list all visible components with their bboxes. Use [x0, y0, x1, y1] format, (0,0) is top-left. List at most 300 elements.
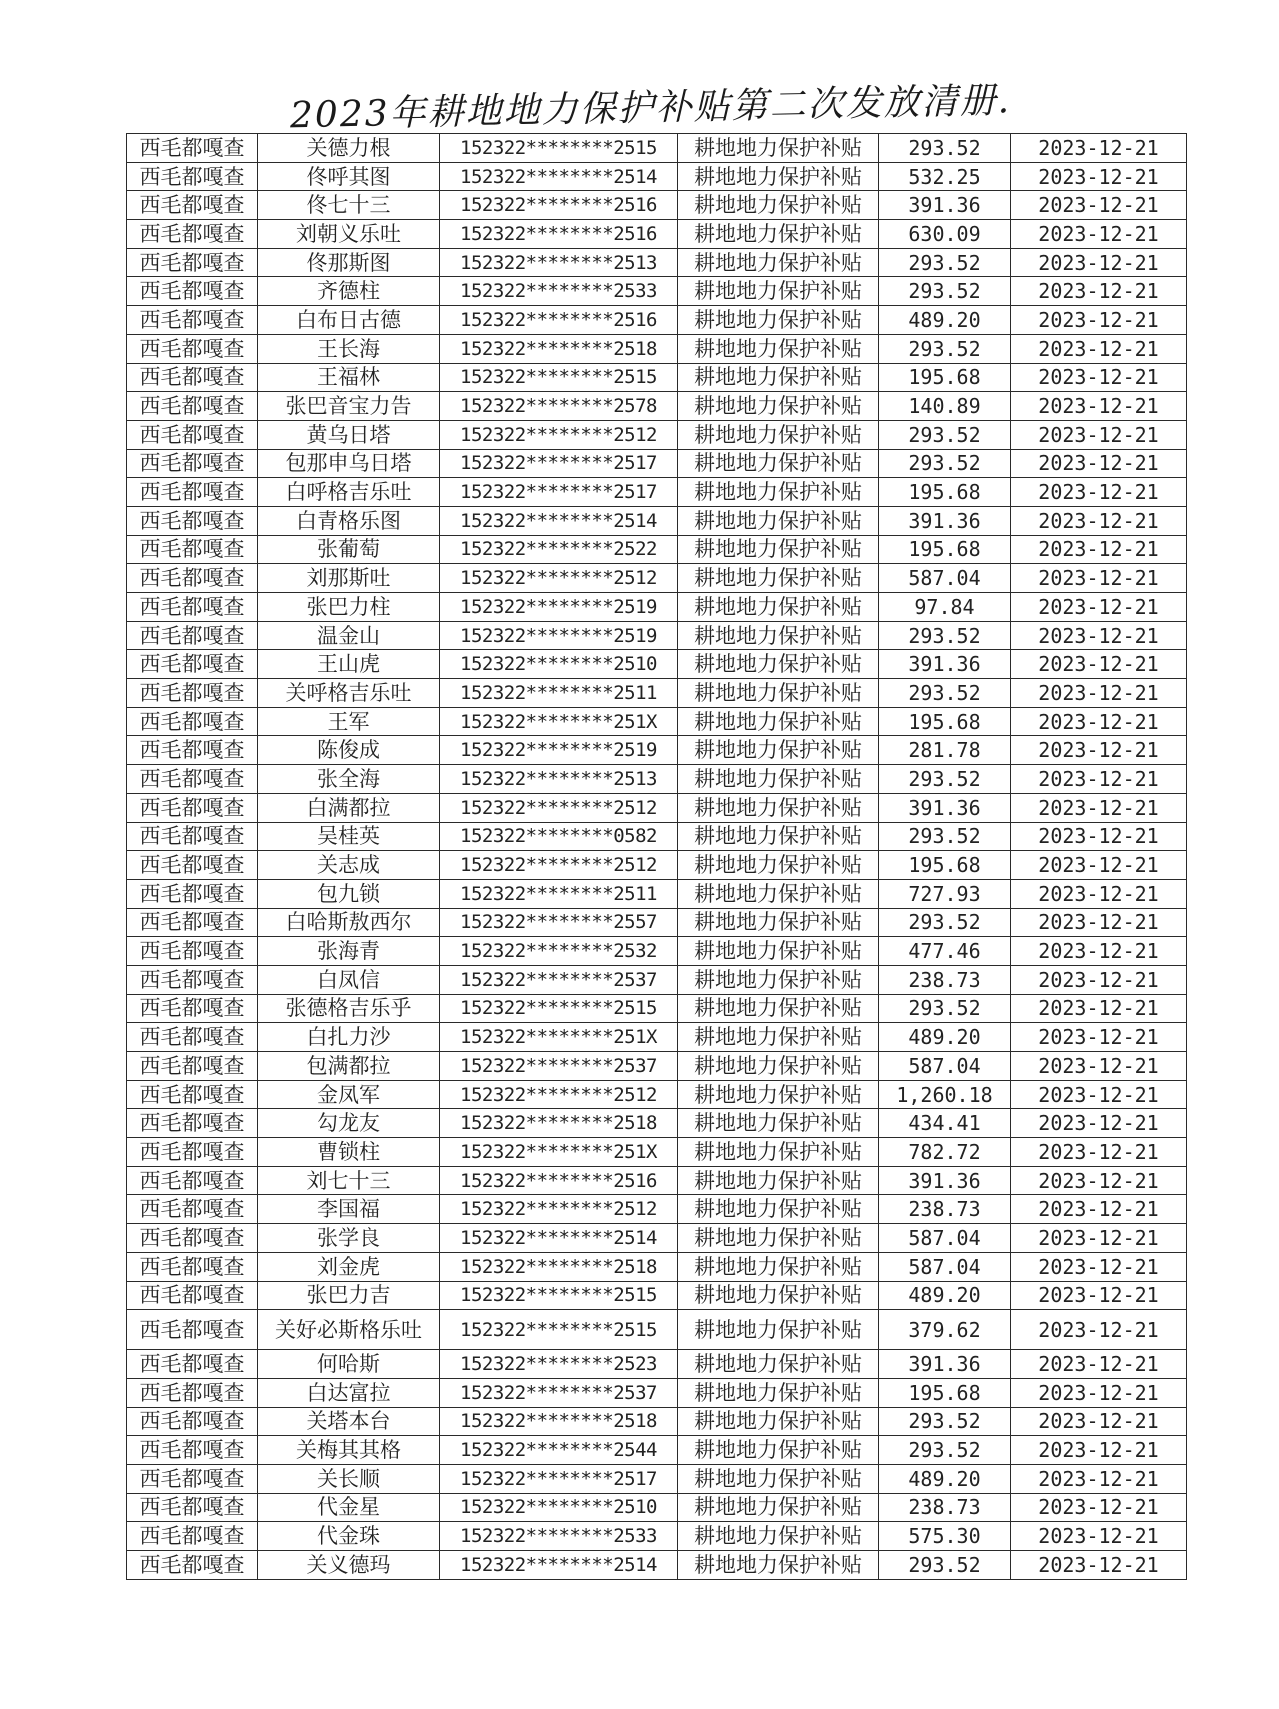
table-row	[127, 420, 1187, 449]
amount-cell: 489.20	[879, 1281, 1011, 1310]
date-cell: 2023-12-21	[1011, 191, 1187, 220]
village-cell: 西毛都嘎查	[127, 1109, 258, 1138]
id-number-cell: 152322********2512	[440, 420, 678, 449]
village-cell: 西毛都嘎查	[127, 449, 258, 478]
name-cell: 关呼格吉乐吐	[258, 679, 440, 708]
date-cell: 2023-12-21	[1011, 1224, 1187, 1253]
amount-cell: 140.89	[879, 392, 1011, 421]
village-cell: 西毛都嘎查	[127, 334, 258, 363]
table-row	[127, 1224, 1187, 1253]
date-cell: 2023-12-21	[1011, 535, 1187, 564]
amount-cell: 391.36	[879, 191, 1011, 220]
subsidy-item-cell: 耕地地力保护补贴	[678, 793, 879, 822]
amount-cell: 587.04	[879, 1052, 1011, 1081]
date-cell: 2023-12-21	[1011, 1023, 1187, 1052]
name-cell: 李国福	[258, 1195, 440, 1224]
name-cell: 代金珠	[258, 1522, 440, 1551]
name-cell: 张葡萄	[258, 535, 440, 564]
date-cell: 2023-12-21	[1011, 363, 1187, 392]
id-number-cell: 152322********2513	[440, 765, 678, 794]
date-cell: 2023-12-21	[1011, 793, 1187, 822]
name-cell: 白达富拉	[258, 1378, 440, 1407]
table-row	[127, 1166, 1187, 1195]
village-cell: 西毛都嘎查	[127, 535, 258, 564]
village-cell: 西毛都嘎查	[127, 1522, 258, 1551]
village-cell: 西毛都嘎查	[127, 679, 258, 708]
date-cell: 2023-12-21	[1011, 1138, 1187, 1167]
name-cell: 张学良	[258, 1224, 440, 1253]
date-cell: 2023-12-21	[1011, 650, 1187, 679]
amount-cell: 293.52	[879, 277, 1011, 306]
amount-cell: 293.52	[879, 248, 1011, 277]
village-cell: 西毛都嘎查	[127, 1224, 258, 1253]
village-cell: 西毛都嘎查	[127, 1551, 258, 1580]
name-cell: 关好必斯格乐吐	[258, 1310, 440, 1350]
subsidy-item-cell: 耕地地力保护补贴	[678, 191, 879, 220]
id-number-cell: 152322********2516	[440, 1166, 678, 1195]
name-cell: 吴桂英	[258, 822, 440, 851]
village-cell: 西毛都嘎查	[127, 1052, 258, 1081]
id-number-cell: 152322********2533	[440, 1522, 678, 1551]
village-cell: 西毛都嘎查	[127, 736, 258, 765]
id-number-cell: 152322********2512	[440, 564, 678, 593]
id-number-cell: 152322********251X	[440, 1138, 678, 1167]
table-row	[127, 1080, 1187, 1109]
date-cell: 2023-12-21	[1011, 822, 1187, 851]
subsidy-item-cell: 耕地地力保护补贴	[678, 822, 879, 851]
table-row	[127, 1281, 1187, 1310]
date-cell: 2023-12-21	[1011, 736, 1187, 765]
amount-cell: 489.20	[879, 306, 1011, 335]
subsidy-item-cell: 耕地地力保护补贴	[678, 650, 879, 679]
amount-cell: 293.52	[879, 1407, 1011, 1436]
table-row	[127, 134, 1187, 163]
id-number-cell: 152322********2510	[440, 1493, 678, 1522]
table-row	[127, 879, 1187, 908]
subsidy-item-cell: 耕地地力保护补贴	[678, 420, 879, 449]
amount-cell: 379.62	[879, 1310, 1011, 1350]
date-cell: 2023-12-21	[1011, 1350, 1187, 1379]
village-cell: 西毛都嘎查	[127, 220, 258, 249]
subsidy-item-cell: 耕地地力保护补贴	[678, 1195, 879, 1224]
id-number-cell: 152322********2512	[440, 1195, 678, 1224]
subsidy-item-cell: 耕地地力保护补贴	[678, 1138, 879, 1167]
date-cell: 2023-12-21	[1011, 478, 1187, 507]
date-cell: 2023-12-21	[1011, 1551, 1187, 1580]
village-cell: 西毛都嘎查	[127, 392, 258, 421]
amount-cell: 727.93	[879, 879, 1011, 908]
date-cell: 2023-12-21	[1011, 1281, 1187, 1310]
date-cell: 2023-12-21	[1011, 334, 1187, 363]
amount-cell: 293.52	[879, 1551, 1011, 1580]
amount-cell: 293.52	[879, 679, 1011, 708]
subsidy-item-cell: 耕地地力保护补贴	[678, 908, 879, 937]
table-row	[127, 1436, 1187, 1465]
id-number-cell: 152322********2517	[440, 449, 678, 478]
amount-cell: 293.52	[879, 134, 1011, 163]
village-cell: 西毛都嘎查	[127, 879, 258, 908]
date-cell: 2023-12-21	[1011, 1052, 1187, 1081]
date-cell: 2023-12-21	[1011, 908, 1187, 937]
subsidy-item-cell: 耕地地力保护补贴	[678, 306, 879, 335]
id-number-cell: 152322********2514	[440, 506, 678, 535]
date-cell: 2023-12-21	[1011, 248, 1187, 277]
village-cell: 西毛都嘎查	[127, 564, 258, 593]
amount-cell: 293.52	[879, 822, 1011, 851]
table-row	[127, 306, 1187, 335]
table-row	[127, 679, 1187, 708]
subsidy-item-cell: 耕地地力保护补贴	[678, 679, 879, 708]
roster-body	[127, 134, 1187, 1580]
subsidy-item-cell: 耕地地力保护补贴	[678, 334, 879, 363]
table-row	[127, 162, 1187, 191]
amount-cell: 293.52	[879, 420, 1011, 449]
table-row	[127, 650, 1187, 679]
name-cell: 陈俊成	[258, 736, 440, 765]
subsidy-item-cell: 耕地地力保护补贴	[678, 937, 879, 966]
subsidy-item-cell: 耕地地力保护补贴	[678, 449, 879, 478]
village-cell: 西毛都嘎查	[127, 363, 258, 392]
date-cell: 2023-12-21	[1011, 1310, 1187, 1350]
village-cell: 西毛都嘎查	[127, 994, 258, 1023]
amount-cell: 391.36	[879, 650, 1011, 679]
subsidy-item-cell: 耕地地力保护补贴	[678, 363, 879, 392]
village-cell: 西毛都嘎查	[127, 306, 258, 335]
id-number-cell: 152322********2578	[440, 392, 678, 421]
date-cell: 2023-12-21	[1011, 420, 1187, 449]
subsidy-item-cell: 耕地地力保护补贴	[678, 1310, 879, 1350]
amount-cell: 391.36	[879, 1350, 1011, 1379]
subsidy-item-cell: 耕地地力保护补贴	[678, 1224, 879, 1253]
name-cell: 关梅其其格	[258, 1436, 440, 1465]
id-number-cell: 152322********2510	[440, 650, 678, 679]
amount-cell: 195.68	[879, 707, 1011, 736]
date-cell: 2023-12-21	[1011, 1378, 1187, 1407]
village-cell: 西毛都嘎查	[127, 134, 258, 163]
amount-cell: 293.52	[879, 994, 1011, 1023]
subsidy-item-cell: 耕地地力保护补贴	[678, 1407, 879, 1436]
id-number-cell: 152322********2523	[440, 1350, 678, 1379]
subsidy-item-cell: 耕地地力保护补贴	[678, 851, 879, 880]
name-cell: 刘那斯吐	[258, 564, 440, 593]
date-cell: 2023-12-21	[1011, 392, 1187, 421]
subsidy-item-cell: 耕地地力保护补贴	[678, 392, 879, 421]
amount-cell: 281.78	[879, 736, 1011, 765]
name-cell: 张巴音宝力告	[258, 392, 440, 421]
village-cell: 西毛都嘎查	[127, 1281, 258, 1310]
id-number-cell: 152322********2544	[440, 1436, 678, 1465]
subsidy-item-cell: 耕地地力保护补贴	[678, 277, 879, 306]
date-cell: 2023-12-21	[1011, 564, 1187, 593]
table-row	[127, 1252, 1187, 1281]
subsidy-item-cell: 耕地地力保护补贴	[678, 994, 879, 1023]
amount-cell: 587.04	[879, 1224, 1011, 1253]
subsidy-item-cell: 耕地地力保护补贴	[678, 1378, 879, 1407]
table-row	[127, 707, 1187, 736]
subsidy-item-cell: 耕地地力保护补贴	[678, 478, 879, 507]
village-cell: 西毛都嘎查	[127, 1252, 258, 1281]
date-cell: 2023-12-21	[1011, 765, 1187, 794]
id-number-cell: 152322********2514	[440, 1224, 678, 1253]
village-cell: 西毛都嘎查	[127, 937, 258, 966]
table-row	[127, 478, 1187, 507]
table-row	[127, 191, 1187, 220]
id-number-cell: 152322********2512	[440, 1080, 678, 1109]
date-cell: 2023-12-21	[1011, 1166, 1187, 1195]
name-cell: 金凤军	[258, 1080, 440, 1109]
id-number-cell: 152322********2514	[440, 1551, 678, 1580]
id-number-cell: 152322********2512	[440, 793, 678, 822]
village-cell: 西毛都嘎查	[127, 1310, 258, 1350]
date-cell: 2023-12-21	[1011, 506, 1187, 535]
date-cell: 2023-12-21	[1011, 965, 1187, 994]
id-number-cell: 152322********251X	[440, 707, 678, 736]
name-cell: 齐德柱	[258, 277, 440, 306]
table-row	[127, 277, 1187, 306]
name-cell: 白布日古德	[258, 306, 440, 335]
table-row	[127, 564, 1187, 593]
village-cell: 西毛都嘎查	[127, 1166, 258, 1195]
village-cell: 西毛都嘎查	[127, 162, 258, 191]
amount-cell: 195.68	[879, 363, 1011, 392]
table-row	[127, 1310, 1187, 1350]
table-row	[127, 1023, 1187, 1052]
amount-cell: 195.68	[879, 1378, 1011, 1407]
village-cell: 西毛都嘎查	[127, 765, 258, 794]
subsidy-item-cell: 耕地地力保护补贴	[678, 593, 879, 622]
subsidy-item-cell: 耕地地力保护补贴	[678, 1493, 879, 1522]
id-number-cell: 152322********2511	[440, 879, 678, 908]
id-number-cell: 152322********2516	[440, 220, 678, 249]
table-row	[127, 334, 1187, 363]
date-cell: 2023-12-21	[1011, 879, 1187, 908]
name-cell: 张德格吉乐乎	[258, 994, 440, 1023]
name-cell: 曹锁柱	[258, 1138, 440, 1167]
table-row	[127, 793, 1187, 822]
amount-cell: 293.52	[879, 1436, 1011, 1465]
village-cell: 西毛都嘎查	[127, 621, 258, 650]
id-number-cell: 152322********2537	[440, 965, 678, 994]
id-number-cell: 152322********2557	[440, 908, 678, 937]
village-cell: 西毛都嘎查	[127, 1464, 258, 1493]
subsidy-item-cell: 耕地地力保护补贴	[678, 564, 879, 593]
date-cell: 2023-12-21	[1011, 707, 1187, 736]
table-row	[127, 1052, 1187, 1081]
table-row	[127, 1522, 1187, 1551]
id-number-cell: 152322********2513	[440, 248, 678, 277]
date-cell: 2023-12-21	[1011, 1195, 1187, 1224]
subsidy-item-cell: 耕地地力保护补贴	[678, 965, 879, 994]
amount-cell: 97.84	[879, 593, 1011, 622]
table-row	[127, 908, 1187, 937]
village-cell: 西毛都嘎查	[127, 965, 258, 994]
amount-cell: 391.36	[879, 793, 1011, 822]
id-number-cell: 152322********2537	[440, 1378, 678, 1407]
date-cell: 2023-12-21	[1011, 679, 1187, 708]
id-number-cell: 152322********2518	[440, 1109, 678, 1138]
name-cell: 包九锁	[258, 879, 440, 908]
amount-cell: 195.68	[879, 851, 1011, 880]
subsidy-item-cell: 耕地地力保护补贴	[678, 1551, 879, 1580]
id-number-cell: 152322********0582	[440, 822, 678, 851]
date-cell: 2023-12-21	[1011, 449, 1187, 478]
table-row	[127, 392, 1187, 421]
date-cell: 2023-12-21	[1011, 1493, 1187, 1522]
name-cell: 佟那斯图	[258, 248, 440, 277]
id-number-cell: 152322********2519	[440, 593, 678, 622]
id-number-cell: 152322********251X	[440, 1023, 678, 1052]
amount-cell: 293.52	[879, 765, 1011, 794]
table-row	[127, 535, 1187, 564]
id-number-cell: 152322********2516	[440, 306, 678, 335]
subsidy-item-cell: 耕地地力保护补贴	[678, 879, 879, 908]
subsidy-item-cell: 耕地地力保护补贴	[678, 1522, 879, 1551]
id-number-cell: 152322********2515	[440, 994, 678, 1023]
amount-cell: 1,260.18	[879, 1080, 1011, 1109]
village-cell: 西毛都嘎查	[127, 908, 258, 937]
name-cell: 白满都拉	[258, 793, 440, 822]
id-number-cell: 152322********2537	[440, 1052, 678, 1081]
name-cell: 张巴力柱	[258, 593, 440, 622]
amount-cell: 587.04	[879, 1252, 1011, 1281]
id-number-cell: 152322********2515	[440, 363, 678, 392]
id-number-cell: 152322********2519	[440, 736, 678, 765]
table-row	[127, 593, 1187, 622]
name-cell: 王长海	[258, 334, 440, 363]
table-row	[127, 1350, 1187, 1379]
id-number-cell: 152322********2516	[440, 191, 678, 220]
id-number-cell: 152322********2518	[440, 1407, 678, 1436]
date-cell: 2023-12-21	[1011, 1522, 1187, 1551]
table-row	[127, 363, 1187, 392]
name-cell: 张巴力吉	[258, 1281, 440, 1310]
amount-cell: 434.41	[879, 1109, 1011, 1138]
date-cell: 2023-12-21	[1011, 1109, 1187, 1138]
date-cell: 2023-12-21	[1011, 1080, 1187, 1109]
date-cell: 2023-12-21	[1011, 1407, 1187, 1436]
amount-cell: 489.20	[879, 1023, 1011, 1052]
name-cell: 包满都拉	[258, 1052, 440, 1081]
table-row	[127, 965, 1187, 994]
name-cell: 佟七十三	[258, 191, 440, 220]
subsidy-item-cell: 耕地地力保护补贴	[678, 220, 879, 249]
id-number-cell: 152322********2532	[440, 937, 678, 966]
subsidy-item-cell: 耕地地力保护补贴	[678, 535, 879, 564]
date-cell: 2023-12-21	[1011, 1464, 1187, 1493]
subsidy-item-cell: 耕地地力保护补贴	[678, 1080, 879, 1109]
table-row	[127, 822, 1187, 851]
name-cell: 关义德玛	[258, 1551, 440, 1580]
amount-cell: 489.20	[879, 1464, 1011, 1493]
village-cell: 西毛都嘎查	[127, 1138, 258, 1167]
date-cell: 2023-12-21	[1011, 1252, 1187, 1281]
name-cell: 关志成	[258, 851, 440, 880]
id-number-cell: 152322********2515	[440, 134, 678, 163]
amount-cell: 293.52	[879, 621, 1011, 650]
amount-cell: 293.52	[879, 334, 1011, 363]
subsidy-item-cell: 耕地地力保护补贴	[678, 134, 879, 163]
table-row	[127, 1109, 1187, 1138]
amount-cell: 575.30	[879, 1522, 1011, 1551]
subsidy-item-cell: 耕地地力保护补贴	[678, 1052, 879, 1081]
date-cell: 2023-12-21	[1011, 162, 1187, 191]
table-row	[127, 248, 1187, 277]
table-row	[127, 937, 1187, 966]
village-cell: 西毛都嘎查	[127, 1493, 258, 1522]
village-cell: 西毛都嘎查	[127, 506, 258, 535]
table-row	[127, 1551, 1187, 1580]
date-cell: 2023-12-21	[1011, 621, 1187, 650]
id-number-cell: 152322********2518	[440, 334, 678, 363]
name-cell: 刘朝义乐吐	[258, 220, 440, 249]
village-cell: 西毛都嘎查	[127, 1378, 258, 1407]
village-cell: 西毛都嘎查	[127, 277, 258, 306]
id-number-cell: 152322********2519	[440, 621, 678, 650]
name-cell: 代金星	[258, 1493, 440, 1522]
village-cell: 西毛都嘎查	[127, 822, 258, 851]
table-row	[127, 1493, 1187, 1522]
id-number-cell: 152322********2515	[440, 1310, 678, 1350]
village-cell: 西毛都嘎查	[127, 1195, 258, 1224]
name-cell: 张全海	[258, 765, 440, 794]
name-cell: 温金山	[258, 621, 440, 650]
table-row	[127, 506, 1187, 535]
handwritten-title: 2023年耕地地力保护补贴第二次发放清册.	[289, 80, 1012, 137]
amount-cell: 195.68	[879, 478, 1011, 507]
table-row	[127, 851, 1187, 880]
name-cell: 白凤信	[258, 965, 440, 994]
date-cell: 2023-12-21	[1011, 220, 1187, 249]
date-cell: 2023-12-21	[1011, 851, 1187, 880]
date-cell: 2023-12-21	[1011, 593, 1187, 622]
subsidy-item-cell: 耕地地力保护补贴	[678, 1166, 879, 1195]
date-cell: 2023-12-21	[1011, 994, 1187, 1023]
table-row	[127, 1195, 1187, 1224]
amount-cell: 238.73	[879, 1195, 1011, 1224]
village-cell: 西毛都嘎查	[127, 593, 258, 622]
name-cell: 佟呼其图	[258, 162, 440, 191]
table-row	[127, 1464, 1187, 1493]
amount-cell: 477.46	[879, 937, 1011, 966]
name-cell: 张海青	[258, 937, 440, 966]
subsidy-item-cell: 耕地地力保护补贴	[678, 162, 879, 191]
subsidy-item-cell: 耕地地力保护补贴	[678, 1109, 879, 1138]
village-cell: 西毛都嘎查	[127, 1023, 258, 1052]
village-cell: 西毛都嘎查	[127, 1080, 258, 1109]
name-cell: 关塔本台	[258, 1407, 440, 1436]
table-row	[127, 449, 1187, 478]
table-row	[127, 765, 1187, 794]
name-cell: 刘七十三	[258, 1166, 440, 1195]
amount-cell: 587.04	[879, 564, 1011, 593]
date-cell: 2023-12-21	[1011, 937, 1187, 966]
id-number-cell: 152322********2517	[440, 1464, 678, 1493]
name-cell: 王山虎	[258, 650, 440, 679]
name-cell: 关德力根	[258, 134, 440, 163]
id-number-cell: 152322********2522	[440, 535, 678, 564]
name-cell: 黄乌日塔	[258, 420, 440, 449]
date-cell: 2023-12-21	[1011, 306, 1187, 335]
date-cell: 2023-12-21	[1011, 1436, 1187, 1465]
subsidy-item-cell: 耕地地力保护补贴	[678, 506, 879, 535]
subsidy-roster-table	[126, 133, 1187, 1580]
name-cell: 白哈斯敖西尔	[258, 908, 440, 937]
name-cell: 白呼格吉乐吐	[258, 478, 440, 507]
id-number-cell: 152322********2511	[440, 679, 678, 708]
village-cell: 西毛都嘎查	[127, 707, 258, 736]
name-cell: 包那申乌日塔	[258, 449, 440, 478]
subsidy-item-cell: 耕地地力保护补贴	[678, 1252, 879, 1281]
